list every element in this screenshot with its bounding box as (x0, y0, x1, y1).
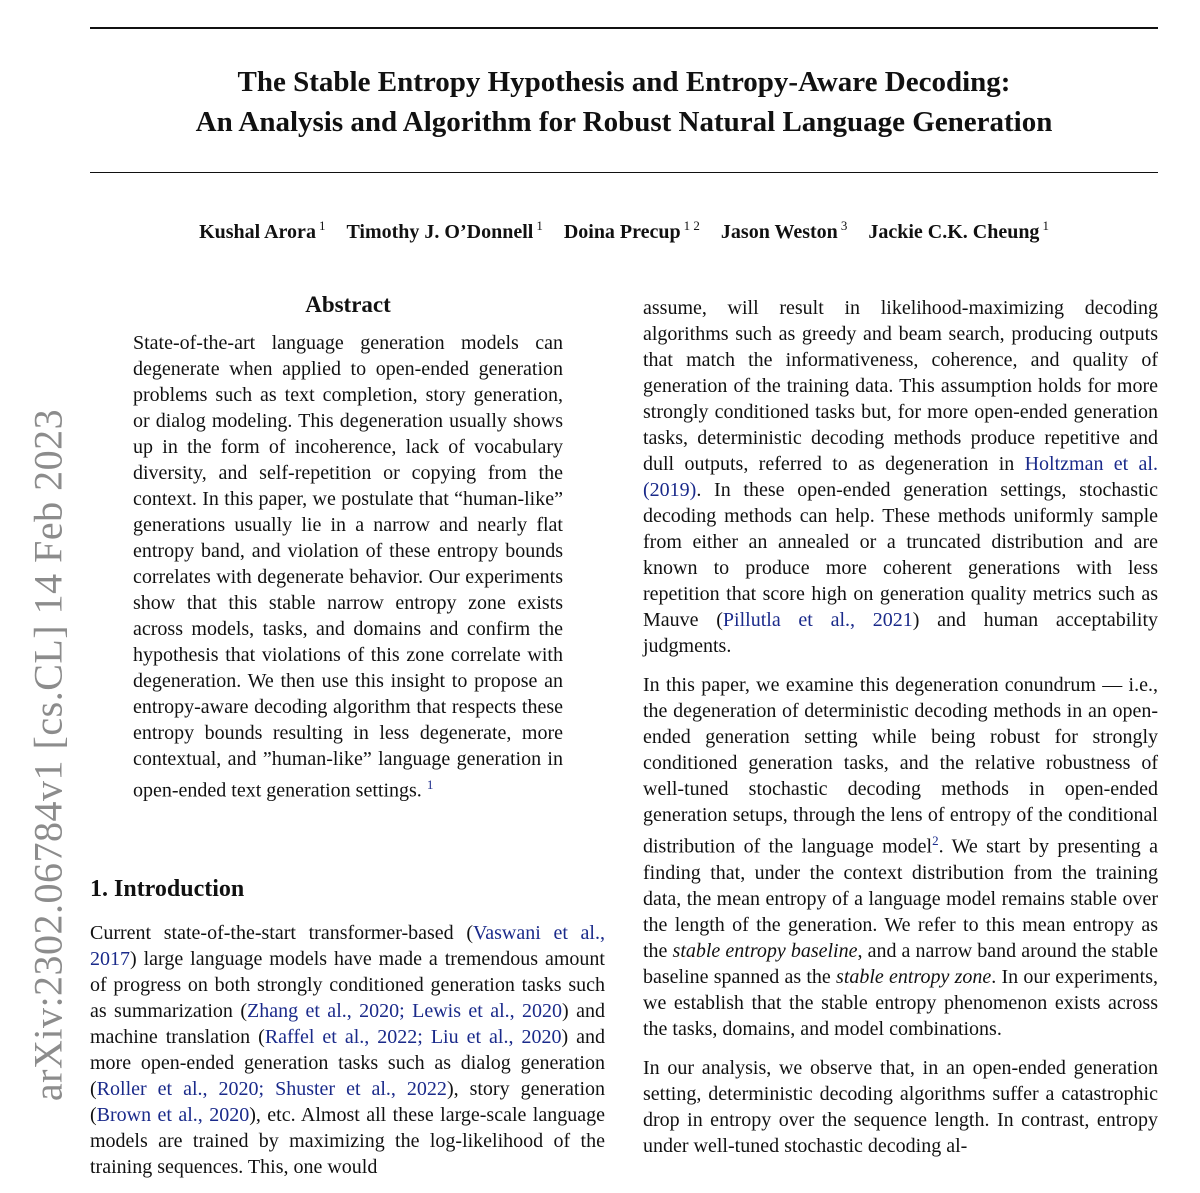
abstract-body: State-of-the-art language generation models can degenerate when applied to open-ended generation problems such as text completion, story generation, or dialog modeling. This degeneration usually shows up in the form of incoherence, lack of vocabulary diversity, and self-repetition or copying from the context. In this paper, we postulate that “human-like” generations usually lie in a narrow and nearly flat entropy band, and violation of these entropy bounds correlates with degenerate behavior. Our experiments show that this stable narrow entropy zone exists across models, tasks, and domains and confirm the hypothesis that violations of this zone correlate with degeneration. We then use this insight to propose an entropy-aware decoding algorithm that respects these entropy bounds resulting in less degenerate, more contextual, and ”human-like” language generation in open-ended text generation settings. $^1$ (133, 332, 563, 802)
footnote-link[interactable]: 1 (426, 777, 434, 792)
title-line-1: The Stable Entropy Hypothesis and Entropy-Aware Decoding: (237, 66, 1011, 98)
author: Timothy J. O’Donnell $^1$ (346, 218, 543, 243)
abstract-heading: Abstract (305, 292, 391, 317)
citation-link[interactable]: Vaswani et al., 2017 (90, 922, 605, 970)
paragraph: assume, will result in likelihood-maximizing decoding algorithms such as greedy and beam search, producing outputs that match the informativeness, coherence, and quality of generation of the training data. This assumption holds for more strongly conditioned tasks but, for more open-ended generation tasks, deterministic decoding methods produce repetitive and dull outputs, referred to as degeneration in Holtzman et al. (2019). In these open-ended generation settings, stochastic decoding methods can help. These methods uniformly sample from either an annealed or a truncated distribution and are known to produce more coherent generations with less repetition that score high on generation quality metrics such as Mauve (Pillutla et al., 2021) and human acceptability judgments. (643, 297, 1159, 657)
top-rule (90, 27, 1158, 29)
citation-link[interactable]: Holtzman et al. (2019) (643, 453, 1158, 501)
author: Jackie C.K. Cheung $^1$ (868, 218, 1049, 243)
right-column (643, 295, 1158, 1159)
paragraph: In this paper, we examine this degeneration conundrum — i.e., the degeneration of deterministic decoding methods in an open-ended generation setting while being robust for strongly conditioned generation tasks, and the relative robustness of well-tuned stochastic decoding methods in open-ended generation setups, through the lens of entropy of the conditional distribution of the language model$^2$. We start by presenting a finding that, under the context distribution from the training data, the mean entropy of a language model remains stable over the length of the generation. We refer to this mean entropy as the stable entropy baseline, and a narrow band around the stable baseline spanned as the stable entropy zone. In our experiments, we establish that the stable entropy phenomenon exists across the tasks, domains, and model combinations. (643, 674, 1158, 1040)
title-line-2: An Analysis and Algorithm for Robust Natural Language Generation (195, 106, 1053, 138)
author: Doina Precup $^{1 2}$ (563, 218, 700, 243)
section-heading: 1. Introduction (90, 876, 245, 902)
intro-paragraph: Current state-of-the-start transformer-based (Vaswani et al., 2017) large language models have made a tremendous amount of progress on both strongly conditioned generation tasks such as summarization (Zhang et al., 2020; Lewis et al., 2020) and machine translation (Raffel et al., 2022; Liu et al., 2020) and more open-ended generation tasks such as dialog generation (Roller et al., 2020; Shuster et al., 2022), story generation (Brown et al., 2020), etc. Almost all these large-scale language models are trained by maximizing the log-likelihood of the training sequences. This, one would (90, 922, 605, 1178)
citation-link[interactable]: Raffel et al., 2022; Liu et al., 2020 (264, 1026, 562, 1048)
title-rule (90, 172, 1158, 173)
citation-link[interactable]: Brown et al., 2020 (96, 1104, 250, 1126)
arxiv-stamp: arXiv:2302.06784v1 [cs.CL] 14 Feb 2023 (25, 408, 71, 1102)
paper-title (90, 62, 1158, 142)
citation-link[interactable]: Roller et al., 2020; Shuster et al., 2022 (96, 1078, 447, 1100)
paragraph: In our analysis, we observe that, in an open-ended generation setting, deterministic decoding algorithms suffer a catastrophic drop in entropy over the sequence length. In contrast, entropy under well-tuned stochastic decoding al- (643, 1056, 1158, 1157)
author: Kushal Arora $^1$ (199, 218, 326, 243)
citation-link[interactable]: Pillutla et al., 2021 (722, 609, 913, 631)
citation-link[interactable]: Zhang et al., 2020; Lewis et al., 2020 (246, 1000, 563, 1022)
author-list (90, 218, 1158, 244)
footnote-link[interactable]: 2 (932, 833, 939, 848)
author: Jason Weston $^3$ (720, 218, 848, 243)
